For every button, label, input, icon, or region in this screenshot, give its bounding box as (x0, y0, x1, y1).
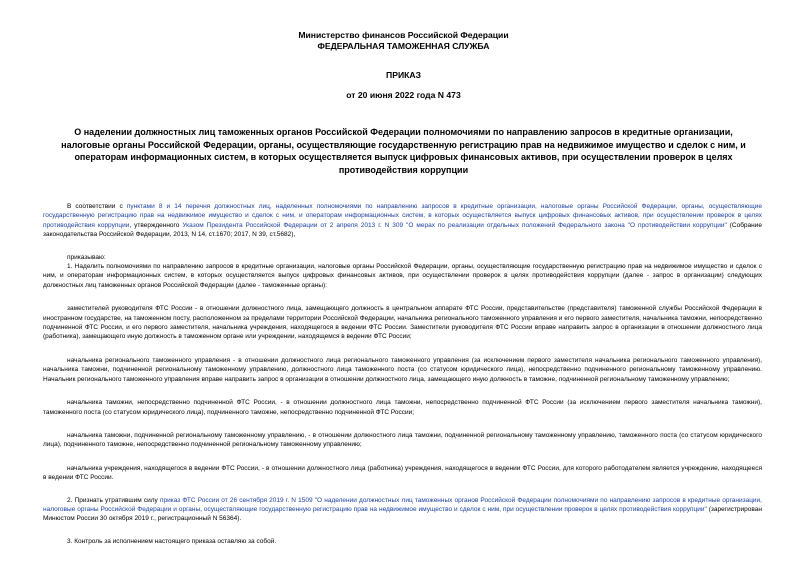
preamble-tail: (Собрание законодательства Российской Федерации, 2013, N 14, ст.1670; 2017, N 39, ст.5682), (43, 221, 762, 239)
document-title: О наделении должностных лиц таможенных органов Российской Федерации полномочиями по направлению запросов в кредитные организации, налоговые органы Российской Федерации, органы, осуществляющие государственную регистрацию прав на недвижимое имущество и сделок с ним, и операторам информационных систем, в которых осуществляется выпуск цифровых финансовых активов, при осуществлении проверок в целях противодействия коррупции (61, 127, 746, 175)
item-2-link-order[interactable]: приказ ФТС России от 26 сентября 2019 г. N 1509 "О наделении должностных лиц таможенных органов Российской Федерации полномочиями по направлению запросов в кредитные организации, налоговые органы Российской Федерации и органы, осуществляющие государственную регистрацию прав на недвижимое имущество и сделок с ним, при осуществлении проверок в целях противодействия коррупции" (43, 496, 762, 513)
service-name: ФЕДЕРАЛЬНАЯ ТАМОЖЕННАЯ СЛУЖБА (317, 41, 490, 51)
document-date-number: от 20 июня 2022 года N 473 (346, 90, 461, 100)
preamble-lead: В соответствии с (67, 203, 127, 210)
item-2-lead: 2. Признать утратившим силу (67, 496, 160, 504)
item-1-paragraph: 1. Наделить полномочиями по направлению запросов в кредитные организации, налоговые органы Российской Федерации, органы, осуществляющие государственную регистрацию прав на недвижимое имущество и сделок с ним, и операторам информационных систем, в которых осуществляется выпуск цифровых финансовых активов, при осуществлении проверок в целях противодействия коррупции (далее - запрос в организации) следующих должностных лиц таможенных органов Российской Федерации (далее - таможенные органы): (43, 263, 762, 289)
preamble-link-list[interactable]: пунктами 8 и 14 перечня должностных лиц, наделенных полномочиями по направлению запросов в кредитные организации, налоговые органы Российской Федерации, органы, осуществляющие государственную регистрацию прав на недвижимое имущество и сделок с ним, и операторам информационных систем, в которых осуществляется выпуск цифровых финансовых активов, при осуществлении проверок в целях противодействия коррупции (43, 203, 763, 229)
item-1-subitem-regional-head: начальника регионального таможенного управления - в отношении должностного лица регионального таможенного управления (за исключением первого заместителя начальника регионального таможенного управления), начальника таможни, подчиненной региональному таможенному управлению, должностного лица таможенного поста (со статусом юридического лица), непосредственно подчиненного региональному таможенному управлению. Начальник регионального таможенного управления вправе направить запрос в организации в отношении должностного лица, замещающего иную должность в таможне, подчиненной региональному таможенному управлению; (43, 356, 762, 383)
item-1-subitem-deputies: заместителей руководителя ФТС России - в отношении должностного лица, замещающего должность в центральном аппарате ФТС России, представительстве (представителя) таможенной службы Российской Федерации в иностранном государстве, на таможенном посту, расположенном за пределами территории Российской Федерации, начальника регионального таможенного управления и его первого заместителя, начальника таможни, непосредственно подчиненной ФТС России, и его первого заместителя, начальника учреждения, находящегося в ведении ФТС России. Заместители руководителя ФТС России вправе направить запрос в организации в отношении должностного лица (работника), замещающего иную должность в таможенном органе или учреждении, находящемся в ведении ФТС России; (43, 305, 762, 341)
preamble-paragraph (43, 202, 762, 240)
item-2-tail: (зарегистрирован Минюстом России 30 октября 2019 г., регистрационный N 56364). (43, 505, 762, 523)
item-1-subitem-institution-head: начальника учреждения, находящегося в ведении ФТС России, - в отношении должностного лица (работника) учреждения, находящегося в ведении ФТС России, для которого работодателем является учреждение, находящееся в ведении ФТС России. (43, 464, 762, 482)
item-3-paragraph: 3. Контроль за исполнением настоящего приказа оставляю за собой. (67, 537, 277, 545)
document-type: ПРИКАЗ (386, 70, 421, 80)
ministry-name: Министерство финансов Российской Федерации (298, 30, 509, 40)
item-1-subitem-regional-customs-head: начальника таможни, подчиненной региональному таможенному управлению, - в отношении должностного лица таможни, подчиненной региональному таможенному управлению, таможенного поста (со статусом юридического лица), подчиненного таможне, непосредственно подчиненной региональному таможенному управлению; (43, 431, 762, 449)
preamble-link-decree[interactable]: Указом Президента Российской Федерации от 2 апреля 2013 г. N 309 "О мерах по реализации отдельных положений Федерального закона "О противодействии коррупции" (182, 221, 727, 229)
preamble-mid: , утвержденного (129, 221, 183, 229)
item-1-subitem-customs-head: начальника таможни, непосредственно подчиненной ФТС России, - в отношении должностного лица таможни, непосредственно подчиненной ФТС России (за исключением первого заместителя начальника таможни), таможенного поста (со статусом юридического лица), подчиненного таможне, непосредственно подчиненной ФТС России; (43, 399, 762, 416)
order-word: приказываю: (67, 253, 106, 261)
item-2-paragraph (43, 496, 762, 524)
